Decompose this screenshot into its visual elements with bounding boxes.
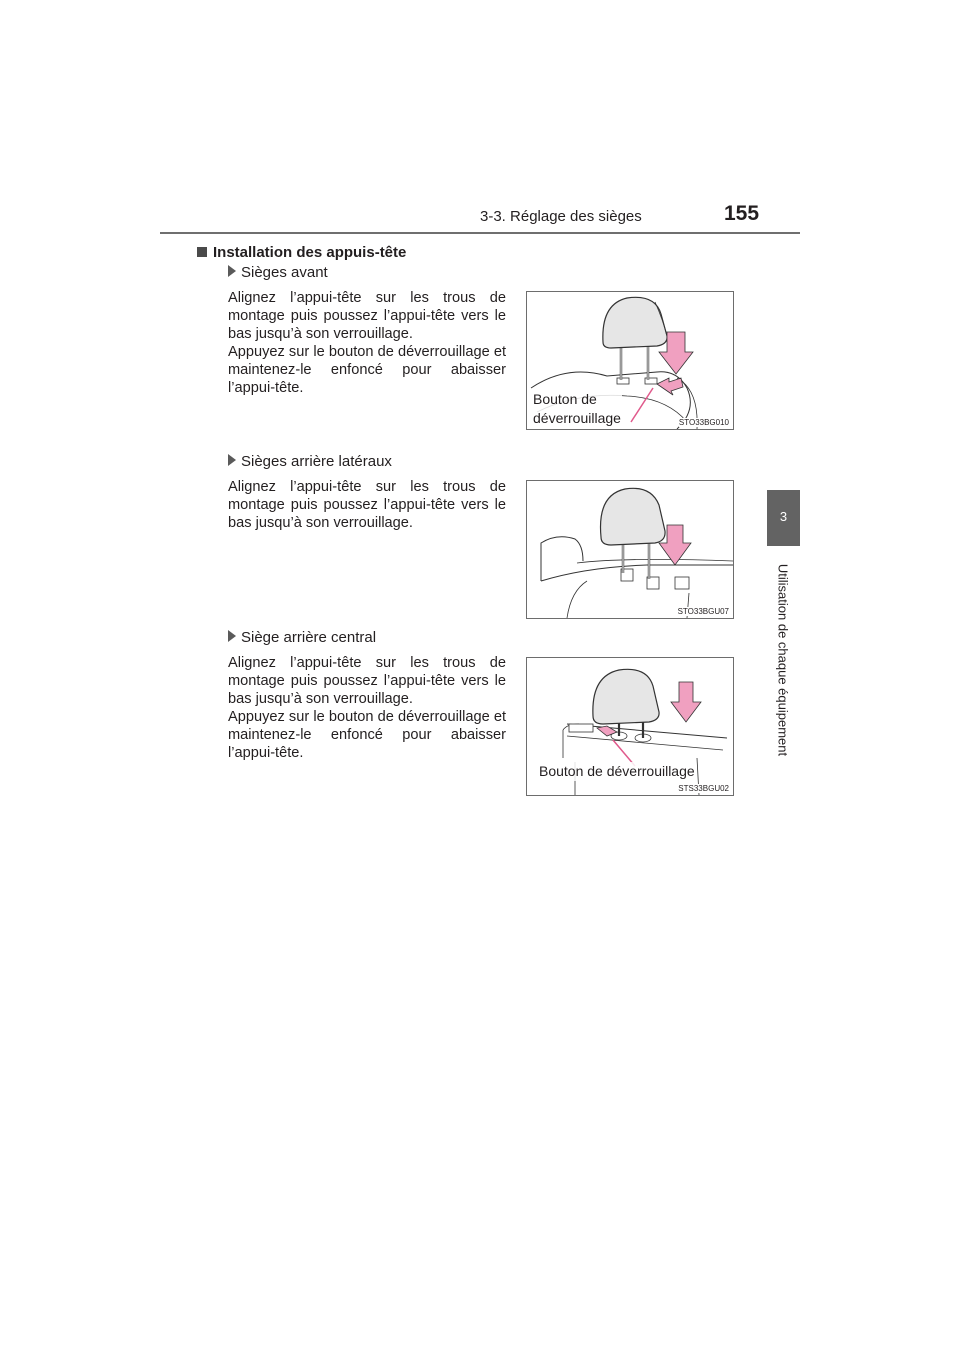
triangle-bullet-icon — [228, 265, 236, 277]
chapter-side-title: Utilisation de chaque équipement — [775, 563, 791, 757]
figure-label-release-button — [532, 390, 622, 428]
paragraph: Alignez l’appui-tête sur les trous de montage puis poussez l’appui-tête vers le bas jusqu’à son verrouillage. — [228, 655, 506, 707]
subsection-heading-rear-outboard — [228, 453, 392, 470]
paragraph: Appuyez sur le bouton de déverrouillage et maintenez-le enfoncé pour abaisser l’appui-tête. — [228, 344, 506, 396]
subsection-heading-rear-center — [228, 629, 376, 646]
subsection-body-front — [228, 289, 506, 397]
square-bullet-icon — [197, 247, 207, 257]
chapter-tab — [767, 490, 800, 546]
paragraph: Alignez l’appui-tête sur les trous de montage puis poussez l’appui-tête vers le bas jusqu’à son verrouillage. — [228, 479, 506, 531]
rear-outboard-seat-illustration — [527, 481, 733, 618]
paragraph: Alignez l’appui-tête sur les trous de montage puis poussez l’appui-tête vers le bas jusqu’à son verrouillage. — [228, 290, 506, 342]
header-rule — [160, 232, 800, 234]
subsection-heading-text: Sièges avant — [241, 264, 328, 281]
triangle-bullet-icon — [228, 630, 236, 642]
figure-code: STO33BG010 — [678, 418, 729, 427]
paragraph: Appuyez sur le bouton de déverrouillage et maintenez-le enfoncé pour abaisser l’appui-tête. — [228, 709, 506, 761]
running-header-title: 3-3. Réglage des sièges — [480, 208, 642, 225]
figure-rear-center-seat — [526, 657, 734, 796]
figure-front-seat — [526, 291, 734, 430]
figure-rear-outboard-seat — [526, 480, 734, 619]
chapter-tab-number: 3 — [779, 509, 788, 524]
figure-label-line: Bouton de — [533, 391, 597, 407]
subsection-body-rear-outboard — [228, 478, 506, 532]
subsection-heading-front — [228, 264, 328, 281]
figure-code: STO33BGU07 — [677, 607, 729, 616]
page-number: 155 — [724, 202, 760, 225]
triangle-bullet-icon — [228, 454, 236, 466]
section-heading — [197, 244, 406, 261]
section-heading-text: Installation des appuis-tête — [213, 244, 407, 261]
figure-label-release-button: Bouton de déverrouillage — [539, 763, 695, 779]
figure-code: STS33BGU02 — [678, 784, 729, 793]
subsection-heading-text: Sièges arrière latéraux — [241, 453, 392, 470]
subsection-body-rear-center — [228, 654, 506, 762]
figure-label-line: déverrouillage — [533, 410, 621, 426]
subsection-heading-text: Siège arrière central — [241, 629, 377, 646]
